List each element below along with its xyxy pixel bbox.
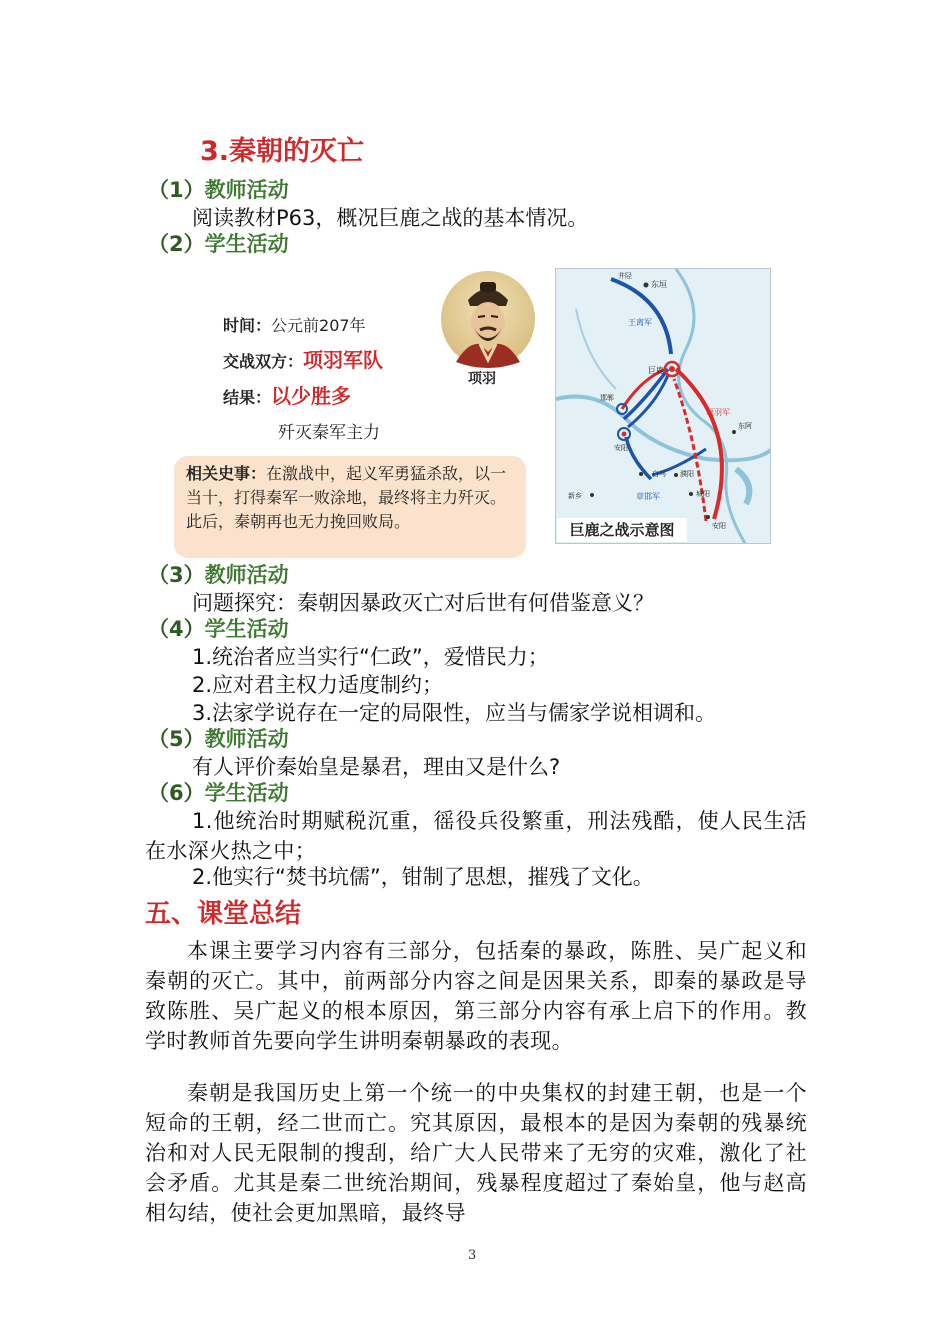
activity-heading-6 xyxy=(148,779,289,807)
summary-paragraph: 本课主要学习内容有三部分，包括秦的暴政，陈胜、吴广起义和秦朝的灭亡。其中，前两部分内容之间是因果关系，即秦的暴政是导致陈胜、吴广起义的根本原因，第三部分内容有承上启下的作用。教学时教师首先要向学生讲明秦朝暴政的表现。 xyxy=(145,939,807,1053)
map-place: 濮阳 xyxy=(680,470,694,478)
activity-number: （4） xyxy=(148,617,205,641)
map-place: 安阳 xyxy=(712,522,726,530)
battle-sides: 交战双方：项羽军队 xyxy=(223,348,384,372)
activity-heading-4 xyxy=(148,615,289,643)
activity5-text: 有人评价秦始皇是暴君，理由又是什么? xyxy=(192,755,561,779)
section-title: 3.秦朝的灭亡 xyxy=(200,136,365,167)
section5-title: 五、课堂总结 xyxy=(145,899,302,929)
portrait-image-icon xyxy=(440,270,536,368)
activity-label: 教师活动 xyxy=(204,727,289,751)
list-item: 1.他统治时期赋税沉重，徭役兵役繁重，刑法残酷，使人民生活在水深火热之中； xyxy=(145,809,807,863)
list-item: 2.应对君主权力适度制约； xyxy=(192,673,444,697)
activity-label: 教师活动 xyxy=(204,563,289,587)
portrait-caption: 项羽 xyxy=(468,371,496,387)
activity1-text: 阅读教材P63，概况巨鹿之战的基本情况。 xyxy=(192,206,589,230)
map-place: 巨鹿 xyxy=(648,366,664,375)
xiangyu-portrait xyxy=(440,270,536,368)
related-story-box xyxy=(174,456,526,558)
map-place: 白马 xyxy=(652,470,666,478)
map-place: 井陉 xyxy=(618,272,632,280)
battle-time: 时间：公元前207年 xyxy=(223,316,366,335)
story-text: 在激战中，起义军勇猛杀敌，以一当十，打得秦军一败涂地，最终将主力歼灭。此后，秦朝再也无力挽回败局。 xyxy=(186,464,507,531)
page-number: 3 xyxy=(468,1248,477,1263)
battle-result: 结果：以少胜多 xyxy=(223,384,352,408)
map-place: 邯郸 xyxy=(600,394,614,402)
activity-number: （6） xyxy=(148,781,205,805)
list-item: 2.他实行“焚书坑儒”，钳制了思想，摧残了文化。 xyxy=(192,865,654,889)
battle-map xyxy=(555,268,771,544)
activity-heading-1 xyxy=(148,176,289,204)
activity-heading-5 xyxy=(148,725,289,753)
activity-heading-3 xyxy=(148,561,289,589)
map-caption: 巨鹿之战示意图 xyxy=(557,518,687,542)
battle-result-note: 歼灭秦军主力 xyxy=(278,423,380,443)
activity-number: （5） xyxy=(148,727,205,751)
story-lead: 相关史事： xyxy=(186,464,267,483)
map-place: 新乡 xyxy=(568,492,582,500)
map-place: 王离军 xyxy=(628,318,652,327)
map-place: 项羽军 xyxy=(706,408,730,417)
summary-paragraph: 秦朝是我国历史上第一个统一的中央集权的封建王朝，也是一个短命的王朝，经二世而亡。究其原因，最根本的是因为秦朝的残暴统治和对人民无限制的搜刮，给广大人民带来了无穷的灾难，激化了社会矛盾。尤其是秦二世统治期间，残暴程度超过了秦始皇，他与赵高相勾结，使社会更加黑暗，最终导 xyxy=(145,1081,807,1225)
activity-label: 学生活动 xyxy=(204,781,289,805)
map-place: 安阳 xyxy=(614,444,628,452)
activity-label: 学生活动 xyxy=(204,617,289,641)
map-illustration xyxy=(556,269,771,544)
activity3-text: 问题探究：秦朝因暴政灭亡对后世有何借鉴意义？ xyxy=(192,591,654,615)
map-place: 东阿 xyxy=(738,422,752,430)
activity-label: 教师活动 xyxy=(204,178,289,202)
activity-heading-2 xyxy=(148,230,289,258)
map-place: 章邯军 xyxy=(636,492,660,501)
activity-number: （3） xyxy=(148,563,205,587)
activity-label: 学生活动 xyxy=(204,232,289,256)
activity-number: （2） xyxy=(148,232,205,256)
map-place: 东垣 xyxy=(651,280,667,289)
activity-number: （1） xyxy=(148,178,205,202)
list-item: 1.统治者应当实行“仁政”，爱惜民力； xyxy=(192,645,549,669)
list-item: 3.法家学说存在一定的局限性，应当与儒家学说相调和。 xyxy=(192,701,717,725)
map-place: 城阳 xyxy=(696,490,710,498)
